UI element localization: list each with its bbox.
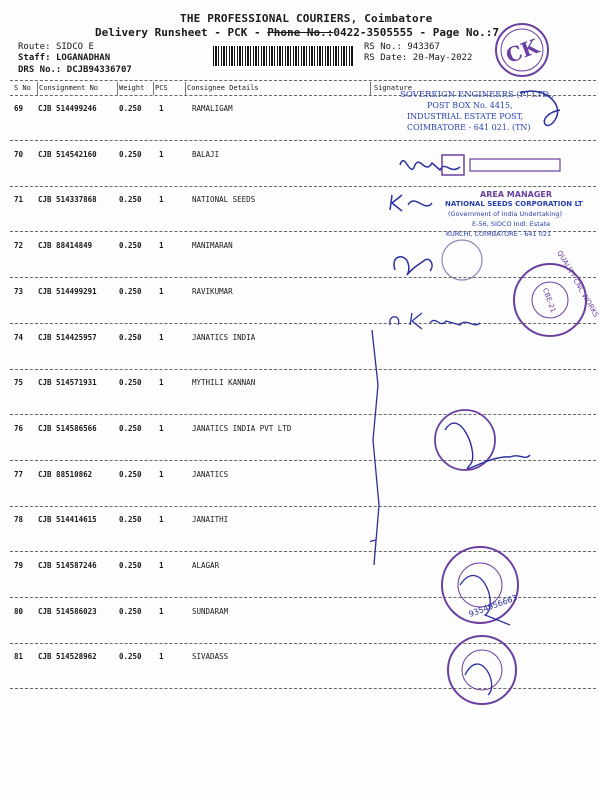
rs-date-label: RS Date:: [364, 53, 408, 63]
svg-text:NATIONAL SEEDS CORPORATION LT: NATIONAL SEEDS CORPORATION LT: [445, 200, 583, 208]
row-consignment-no: CJB 514425957: [38, 333, 97, 342]
row-sno: 81: [14, 652, 24, 661]
stamp-70-banner: [470, 159, 560, 171]
svg-text:INDUSTRIAL ESTATE POST,: INDUSTRIAL ESTATE POST,: [407, 112, 524, 121]
pen-line-74-78: [370, 330, 379, 565]
rs-no-value: 943367: [407, 42, 440, 52]
row-weight: 0.250: [119, 652, 142, 661]
row-pcs: 1: [159, 378, 164, 387]
staff-line: [18, 53, 110, 63]
svg-text:POST BOX No. 4415,: POST BOX No. 4415,: [427, 101, 513, 110]
rs-date-value: 20-May-2022: [412, 53, 473, 63]
row-sno: 71: [14, 195, 24, 204]
row-pcs: 1: [159, 470, 164, 479]
ck-stamp-text: CK: [502, 33, 543, 68]
col-sno: S No: [14, 84, 31, 92]
svg-text:SOVEREIGN ENGINEERS (P) LTD.,: SOVEREIGN ENGINEERS (P) LTD.,: [400, 90, 555, 100]
row-pcs: 1: [159, 104, 164, 113]
svg-text:QUALITY CNC WORKS: QUALITY CNC WORKS: [555, 249, 600, 319]
row-consignment-no: CJB 514337868: [38, 195, 97, 204]
svg-text:KURCHI, COIMBATORE - 641 021: KURCHI, COIMBATORE - 641 021: [446, 230, 552, 238]
row-consignee: NATIONAL SEEDS: [192, 195, 256, 204]
page-label: - Page No.:: [419, 26, 493, 39]
row-consignee: MANIMARAN: [192, 241, 233, 250]
svg-text:AREA MANAGER: AREA MANAGER: [480, 190, 553, 199]
signature-73: [390, 313, 480, 329]
company-title: THE PROFESSIONAL COURIERS, Coimbatore: [180, 12, 433, 25]
drs-line: [18, 65, 132, 75]
stamp-70-box: [442, 155, 464, 175]
staff-label: Staff:: [18, 53, 51, 63]
row-weight: 0.250: [119, 287, 142, 296]
row-sno: 72: [14, 241, 24, 250]
row-consignee: JANATICS: [192, 470, 229, 479]
row-consignment-no: CJB 514542160: [38, 150, 97, 159]
row-weight: 0.250: [119, 333, 142, 342]
row-consignment-no: CJB 514528962: [38, 652, 97, 661]
route-line: [18, 42, 94, 52]
phone-number: 0422-3505555: [333, 26, 413, 39]
row-pcs: 1: [159, 195, 164, 204]
faded-stamp-72: [442, 240, 482, 280]
row-weight: 0.250: [119, 515, 142, 524]
rs-date-line: [364, 53, 472, 63]
row-weight: 0.250: [119, 150, 142, 159]
row-pcs: 1: [159, 515, 164, 524]
runsheet-prefix: Delivery Runsheet - PCK -: [95, 26, 268, 39]
route-value: SIDCO E: [55, 42, 94, 52]
runsheet-subtitle: [95, 26, 499, 39]
row-weight: 0.250: [119, 378, 142, 387]
staff-value: LOGANADHAN: [55, 53, 111, 63]
row-consignment-no: CJB 514499291: [38, 287, 97, 296]
row-sno: 70: [14, 150, 24, 159]
row-weight: 0.250: [119, 104, 142, 113]
drs-label: DRS No.:: [18, 65, 62, 75]
row-consignee: JANAITHI: [192, 515, 229, 524]
row-consignee: ALAGAR: [192, 561, 220, 570]
header-top-rule: [10, 80, 596, 81]
signature-70: [400, 161, 460, 170]
page-number: 7: [492, 26, 500, 39]
drs-value: DCJB94336707: [66, 65, 132, 75]
row-pcs: 1: [159, 287, 164, 296]
row-weight: 0.250: [119, 241, 142, 250]
quality-cnc-stamp: [514, 249, 600, 336]
row-weight: 0.250: [119, 607, 142, 616]
rs-no-line: [364, 42, 440, 52]
signature-area: [370, 85, 600, 800]
row-consignment-no: CJB 514571931: [38, 378, 97, 387]
row-consignee: MYTHILI KANNAN: [192, 378, 256, 387]
col-weight: Weight: [119, 84, 145, 92]
barcode: [213, 46, 353, 66]
svg-text:CBE-21: CBE-21: [540, 286, 558, 314]
svg-text:E-56, SIDCO Indl. Estate: E-56, SIDCO Indl. Estate: [472, 220, 551, 228]
row-consignment-no: CJB 514414615: [38, 515, 97, 524]
row-pcs: 1: [159, 607, 164, 616]
row-consignee: JANATICS INDIA PVT LTD: [192, 424, 292, 433]
row-consignment-no: CJB 514586566: [38, 424, 97, 433]
national-seeds-stamp: [445, 190, 583, 238]
row-pcs: 1: [159, 561, 164, 570]
row-consignment-no: CJB 88414849: [38, 241, 93, 250]
row-consignment-no: CJB 514586023: [38, 607, 97, 616]
row-sno: 79: [14, 561, 24, 570]
janatics-stamp-76: [435, 410, 530, 470]
row-consignee: RAMALIGAM: [192, 104, 233, 113]
phone-label: Phone No.:: [267, 26, 334, 39]
row-sno: 78: [14, 515, 24, 524]
row-consignee: SIVADASS: [192, 652, 229, 661]
row-sno: 73: [14, 287, 24, 296]
row-weight: 0.250: [119, 561, 142, 570]
row-consignee: BALAJI: [192, 150, 220, 159]
sovereign-stamp: [400, 89, 554, 132]
signature-71: [390, 195, 432, 211]
row-consignee: SUNDARAM: [192, 607, 229, 616]
row-pcs: 1: [159, 652, 164, 661]
row-weight: 0.250: [119, 470, 142, 479]
col-pcs: PCS: [155, 84, 168, 92]
row-consignee: RAVIKUMAR: [192, 287, 233, 296]
row-consignment-no: CJB 88510862: [38, 470, 93, 479]
row-pcs: 1: [159, 241, 164, 250]
row-sno: 76: [14, 424, 24, 433]
handwritten-phone: 9354956663: [467, 593, 519, 619]
row-sno: 77: [14, 470, 24, 479]
col-consignment: Consignment No: [39, 84, 99, 92]
row-consignee: JANATICS INDIA: [192, 333, 256, 342]
seal-81: [448, 636, 516, 704]
col-signature: Signature: [374, 84, 412, 92]
route-label: Route:: [18, 42, 51, 52]
svg-text:(Government of India Undertaki: (Government of India Undertaking): [448, 210, 563, 218]
row-pcs: 1: [159, 333, 164, 342]
row-weight: 0.250: [119, 424, 142, 433]
row-sno: 74: [14, 333, 24, 342]
row-consignment-no: CJB 514587246: [38, 561, 97, 570]
row-sno: 75: [14, 378, 24, 387]
col-consignee: Consignee Details: [187, 84, 259, 92]
row-consignment-no: CJB 514499246: [38, 104, 97, 113]
row-weight: 0.250: [119, 195, 142, 204]
row-pcs: 1: [159, 150, 164, 159]
seal-79-80: [442, 547, 519, 625]
signature-72: [394, 257, 432, 275]
row-pcs: 1: [159, 424, 164, 433]
row-sno: 80: [14, 607, 24, 616]
svg-text:COIMBATORE - 641 021. (TN): COIMBATORE - 641 021. (TN): [407, 123, 531, 132]
ck-stamp: [492, 20, 552, 80]
rs-no-label: RS No.:: [364, 42, 402, 52]
row-sno: 69: [14, 104, 24, 113]
